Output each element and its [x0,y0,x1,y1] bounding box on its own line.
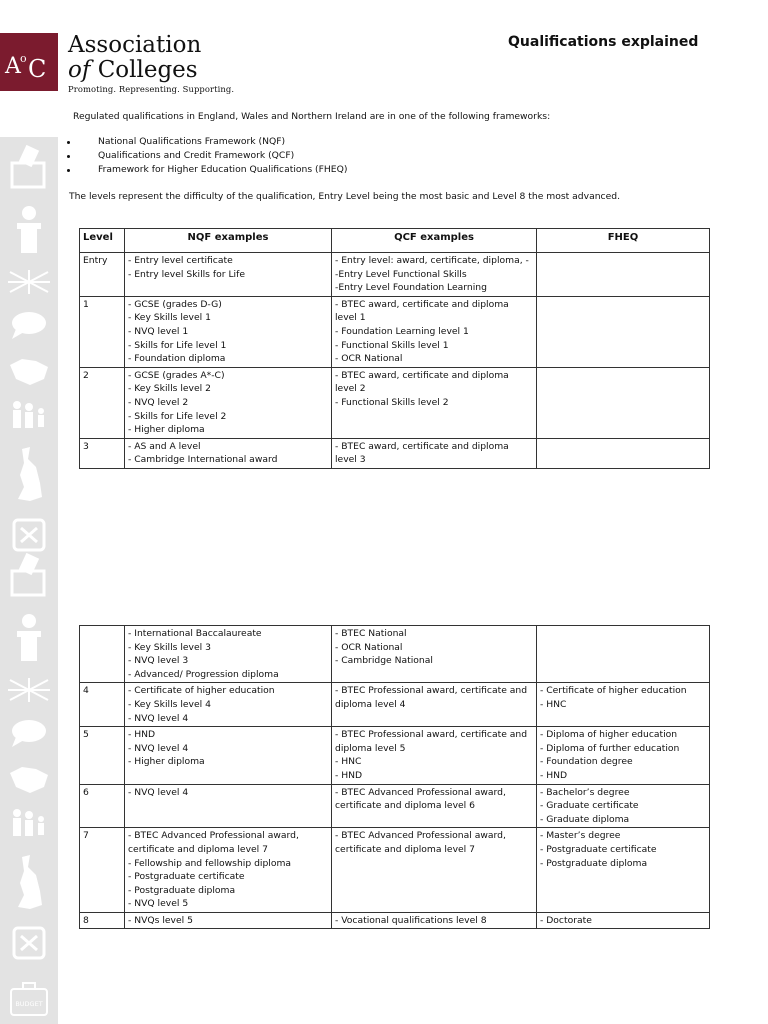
qcf-cell [332,367,537,438]
nqf-cell [125,253,332,297]
levels-paragraph: The levels represent the difficulty of the qualification, Entry Level being the most basic and Level 8 the most advanced. [69,191,620,202]
cell-line: - Doctorate [540,914,592,926]
table-row [80,828,710,913]
cell-line: - Key Skills level 2 [128,383,211,395]
fheq-cell [537,367,710,438]
cell-line: - BTEC Advanced Professional award, [335,786,506,798]
nqf-cell [125,828,332,913]
cell-line: - Advanced/ Progression diploma [128,668,279,680]
cell-line: - HNC [335,756,362,768]
intro-paragraph: Regulated qualifications in England, Wales and Northern Ireland are in one of the following frameworks: [73,111,551,122]
cell-line: - OCR National [335,353,403,365]
level-cell: 2 [80,367,125,438]
cell-line: - NVQ level 4 [128,742,189,754]
cell-line: level 1 [335,312,366,324]
nqf-cell [125,367,332,438]
fheq-cell [537,828,710,913]
cell-line: - BTEC award, certificate and diploma [335,298,509,310]
cell-line: - BTEC Professional award, certificate and [335,685,528,697]
cell-line: - Graduate certificate [540,800,639,812]
cell-line: - BTEC Professional award, certificate and [335,729,528,741]
handshake-icon [10,767,48,793]
cell-line: - BTEC Advanced Professional award, [128,830,299,842]
fheq-cell [537,912,710,929]
header-level: Level [80,229,125,253]
nqf-cell [125,296,332,367]
speaker-podium-icon [17,614,41,661]
cell-line: - Postgraduate diploma [128,884,236,896]
qcf-cell [332,438,537,468]
logo-line-1: Association [68,32,202,58]
cell-line: - Vocational qualifications level 8 [335,914,487,926]
ballot-box-icon [12,553,44,595]
cell-line: - Diploma of further education [540,742,680,754]
cell-line: - International Baccalaureate [128,628,262,639]
table-body [80,253,710,469]
nqf-cell [125,784,332,828]
budget-label: BUDGET [15,1000,43,1008]
header-fheq: FHEQ [537,229,710,253]
cell-line: diploma level 4 [335,698,406,710]
cell-line: -Entry Level Functional Skills [335,268,467,280]
cell-line: - NVQ level 4 [128,786,189,798]
cell-line: - NVQ level 1 [128,325,189,337]
fheq-cell [537,727,710,784]
qcf-cell [332,784,537,828]
cell-line: - Skills for Life level 2 [128,410,227,422]
nqf-cell [125,626,332,683]
table-row [80,367,710,438]
nqf-cell [125,727,332,784]
cell-line: diploma level 5 [335,742,406,754]
cell-line: - Key Skills level 1 [128,312,211,324]
svg-text:C: C [28,55,47,83]
logo-tagline: Promoting. Representing. Supporting. [68,84,235,94]
level-cell [80,626,125,683]
cell-line: - Certificate of higher education [540,685,687,697]
nqf-cell [125,912,332,929]
cell-line: - Fellowship and fellowship diploma [128,857,292,869]
table-row [80,784,710,828]
level-cell: 6 [80,784,125,828]
level-cell: 1 [80,296,125,367]
cell-line: certificate and diploma level 7 [128,843,268,855]
cell-line: - Skills for Life level 1 [128,339,227,351]
level-cell: 3 [80,438,125,468]
cell-line: - NVQs level 5 [128,914,193,926]
cell-line: level 3 [335,454,366,466]
union-flag-icon [8,678,50,702]
cell-line: - BTEC award, certificate and diploma [335,440,509,452]
svg-text:o: o [20,52,27,65]
cell-line: - Cambridge National [335,655,433,667]
list-item: Qualifications and Credit Framework (QCF) [60,149,347,163]
table-row [80,296,710,367]
cell-line: - OCR National [335,641,403,653]
cell-line: - Foundation diploma [128,353,226,365]
qcf-cell [332,296,537,367]
cell-line: - Entry level certificate [128,255,233,266]
page-title: Qualifications explained [508,34,699,50]
table-body [80,626,710,929]
table-row [80,912,710,929]
fheq-cell [537,626,710,683]
table-row [80,683,710,727]
cell-line: - Functional Skills level 2 [335,396,449,408]
qcf-cell [332,253,537,297]
cell-line: - GCSE (grades D-G) [128,298,222,310]
cell-line: - Postgraduate certificate [128,871,245,883]
table-row [80,438,710,468]
budget-briefcase-icon [11,983,47,1015]
cell-line: - NVQ level 3 [128,655,189,667]
level-cell: 8 [80,912,125,929]
cell-line: - HND [540,769,568,781]
speech-bubble-icon [12,720,46,747]
cell-line: certificate and diploma level 7 [335,843,475,855]
vote-cross-icon [14,928,44,958]
cell-line: certificate and diploma level 6 [335,800,475,812]
qualifications-table [79,228,710,469]
qualifications-table-continued [79,625,710,929]
nqf-cell [125,683,332,727]
cell-line: - Master’s degree [540,830,621,842]
header-qcf: QCF examples [332,229,537,253]
cell-line: - HNC [540,698,567,710]
cell-line: - Higher diploma [128,756,205,768]
cell-line: - Key Skills level 3 [128,641,211,653]
fheq-cell [537,253,710,297]
cell-line: - HND [335,769,363,781]
cell-line: - BTEC award, certificate and diploma [335,369,509,381]
cell-line: - Foundation Learning level 1 [335,325,469,337]
header-nqf: NQF examples [125,229,332,253]
cell-line: - NVQ level 4 [128,712,189,724]
level-cell: 5 [80,727,125,784]
logo-line-2: of Colleges [68,57,198,83]
cell-line: level 2 [335,383,366,395]
table-row [80,626,710,683]
cell-line: - Cambridge International award [128,454,278,466]
cell-line: - Entry level Skills for Life [128,268,245,280]
cell-line: - Diploma of higher education [540,729,678,741]
cell-line: - AS and A level [128,440,201,452]
cell-line: - Key Skills level 4 [128,698,211,710]
table-page-1-clip [0,0,768,466]
cell-line: - BTEC National [335,628,407,639]
level-cell: Entry [80,253,125,297]
cell-line: - Functional Skills level 1 [335,339,449,351]
cell-line: - NVQ level 5 [128,898,189,910]
level-cell: 4 [80,683,125,727]
cell-line: - GCSE (grades A*-C) [128,369,225,381]
qcf-cell [332,912,537,929]
table-row [80,727,710,784]
cell-line: - NVQ level 2 [128,396,189,408]
cell-line: - Higher diploma [128,424,205,436]
qcf-cell [332,626,537,683]
vote-cross-icon [14,520,44,550]
cell-line: - HND [128,729,156,741]
fheq-cell [537,296,710,367]
list-item: National Qualifications Framework (NQF) [60,135,347,149]
qcf-cell [332,683,537,727]
cell-line: -Entry Level Foundation Learning [335,282,487,294]
cell-line: - Graduate diploma [540,813,630,825]
cell-line: - BTEC Advanced Professional award, [335,830,506,842]
cell-line: - Foundation degree [540,756,633,768]
nqf-cell [125,438,332,468]
qcf-cell [332,828,537,913]
fheq-cell [537,438,710,468]
uk-map-icon [18,855,42,909]
fheq-cell [537,683,710,727]
qcf-cell [332,727,537,784]
cell-line: - Postgraduate diploma [540,857,648,869]
table-row [80,253,710,297]
svg-text:A: A [5,54,21,79]
fheq-cell [537,784,710,828]
level-cell: 7 [80,828,125,913]
cell-line: - Bachelor’s degree [540,786,630,798]
family-icon [13,809,44,836]
list-item: Framework for Higher Education Qualifications (FHEQ) [60,163,347,177]
cell-line: - Entry level: award, certificate, diploma, - [335,255,529,266]
cell-line: - Certificate of higher education [128,685,275,697]
cell-line: - Postgraduate certificate [540,843,657,855]
